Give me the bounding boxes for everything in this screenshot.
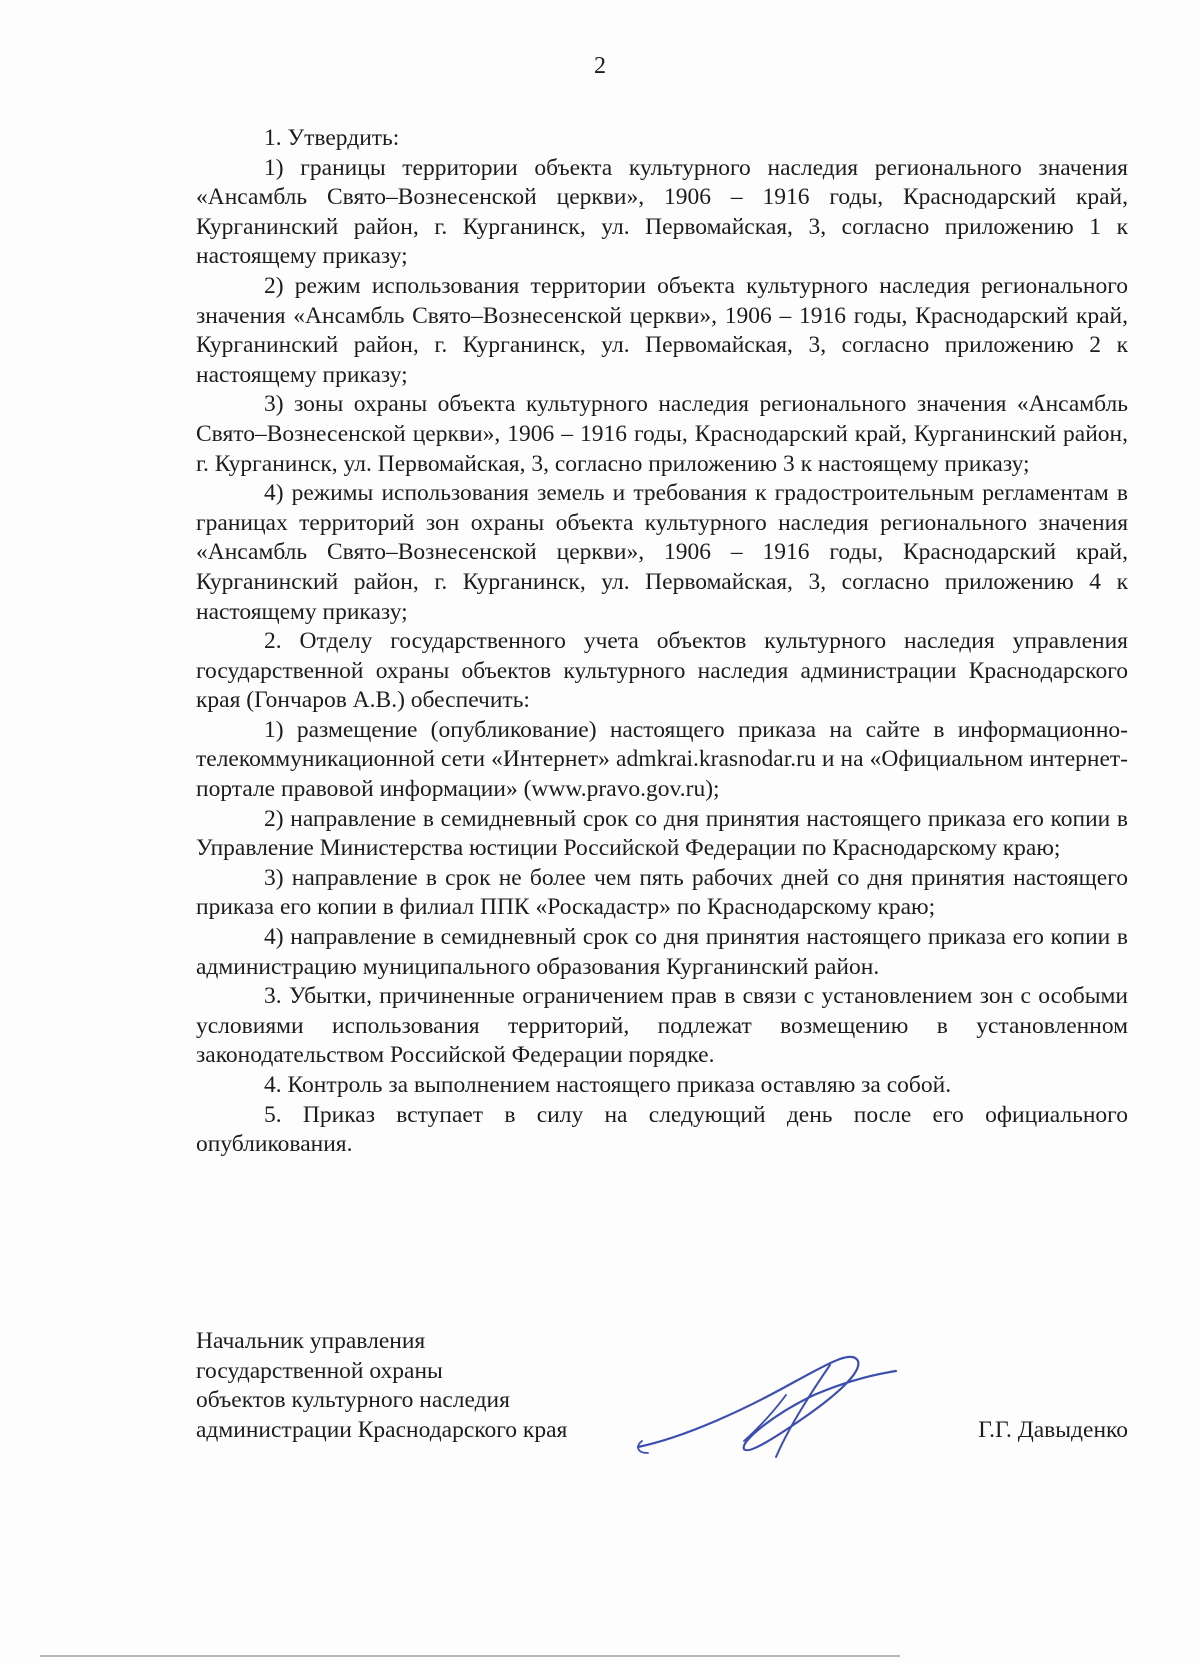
paragraph-item-2-3: 3) направление в срок не более чем пять рабочих дней со дня принятия настоящего приказа его копии в филиал ППК «Роскадастр» по Краснодарскому краю; — [196, 864, 1128, 921]
paragraph-item-1-2: 2) режим использования территории объекта культурного наследия регионального значения «Ансамбль Свято–Вознесенской церкви», 1906 – 1916 годы, Краснодарский край, Курганинский район, г. Курганинск, ул. Первомайская, 3, согласно приложению 2 к настоящему приказу; — [196, 272, 1128, 388]
paragraph-item-2-1: 1) размещение (опубликование) настоящего приказа на сайте в информационно-телекоммуникационной сети «Интернет» admkrai.krasnodar.ru и на «Официальном интернет-портале правовой информации» (www.pravo.gov.ru); — [196, 716, 1128, 803]
paragraph-item-5: 5. Приказ вступает в силу на следующий день после его официального опубликования. — [196, 1101, 1128, 1158]
signature-block — [196, 1327, 1128, 1467]
signatory-position-line: объектов культурного наследия — [196, 1387, 510, 1414]
paragraph-item-2-4: 4) направление в семидневный срок со дня принятия настоящего приказа его копии в администрацию муниципального образования Курганинский район. — [196, 924, 1128, 980]
page-bottom-rule — [40, 1655, 900, 1657]
signatory-position-line: государственной охраны — [196, 1357, 443, 1384]
paragraph-item-1-heading: 1. Утвердить: — [264, 125, 400, 151]
handwritten-signature — [626, 1337, 906, 1467]
signatory-position-line: администрации Краснодарского края — [196, 1416, 568, 1443]
paragraph-item-1-4: 4) режимы использования земель и требования к градостроительным регламентам в границах территорий зон охраны объекта культурного наследия регионального значения «Ансамбль Свято–Вознесенской церкви», 1906 – 1916 годы, Краснодарский край, Курганинский район, г. Курганинск, ул. Первомайская, 3, согласно приложению 4 к настоящему приказу; — [196, 480, 1128, 625]
paragraph-item-1-1: 1) границы территории объекта культурного наследия регионального значения «Ансамбль Свято–Вознесенской церкви», 1906 – 1916 годы, Краснодарский край, Курганинский район, г. Курганинск, ул. Первомайская, 3, согласно приложению 1 к настоящему приказу; — [196, 154, 1128, 270]
signatory-name: Г.Г. Давыденко — [978, 1416, 1128, 1443]
page-number: 2 — [594, 53, 606, 79]
paragraph-item-4: 4. Контроль за выполнением настоящего приказа оставляю за собой. — [264, 1072, 952, 1098]
paragraph-item-2-heading: 2. Отделу государственного учета объектов культурного наследия управления государственной охраны объектов культурного наследия администрации Краснодарского края (Гончаров А.В.) обеспечить: — [196, 628, 1128, 714]
paragraph-item-2-2: 2) направление в семидневный срок со дня принятия настоящего приказа его копии в Управление Министерства юстиции Российской Федерации по Краснодарскому краю; — [196, 805, 1128, 862]
paragraph-item-1-3: 3) зоны охраны объекта культурного наследия регионального значения «Ансамбль Свято–Вознесенской церкви», 1906 – 1916 годы, Краснодарский край, Курганинский район, г. Курганинск, ул. Первомайская, 3, согласно приложению 3 к настоящему приказу; — [196, 391, 1128, 477]
paragraph-item-3: 3. Убытки, причиненные ограничением прав в связи с установлением зон с особыми условиями использования территорий, подлежат возмещению в установленном законодательством Российской Федерации порядке. — [196, 983, 1128, 1069]
signatory-position-line: Начальник управления — [196, 1328, 426, 1354]
document-body — [196, 124, 1128, 1160]
